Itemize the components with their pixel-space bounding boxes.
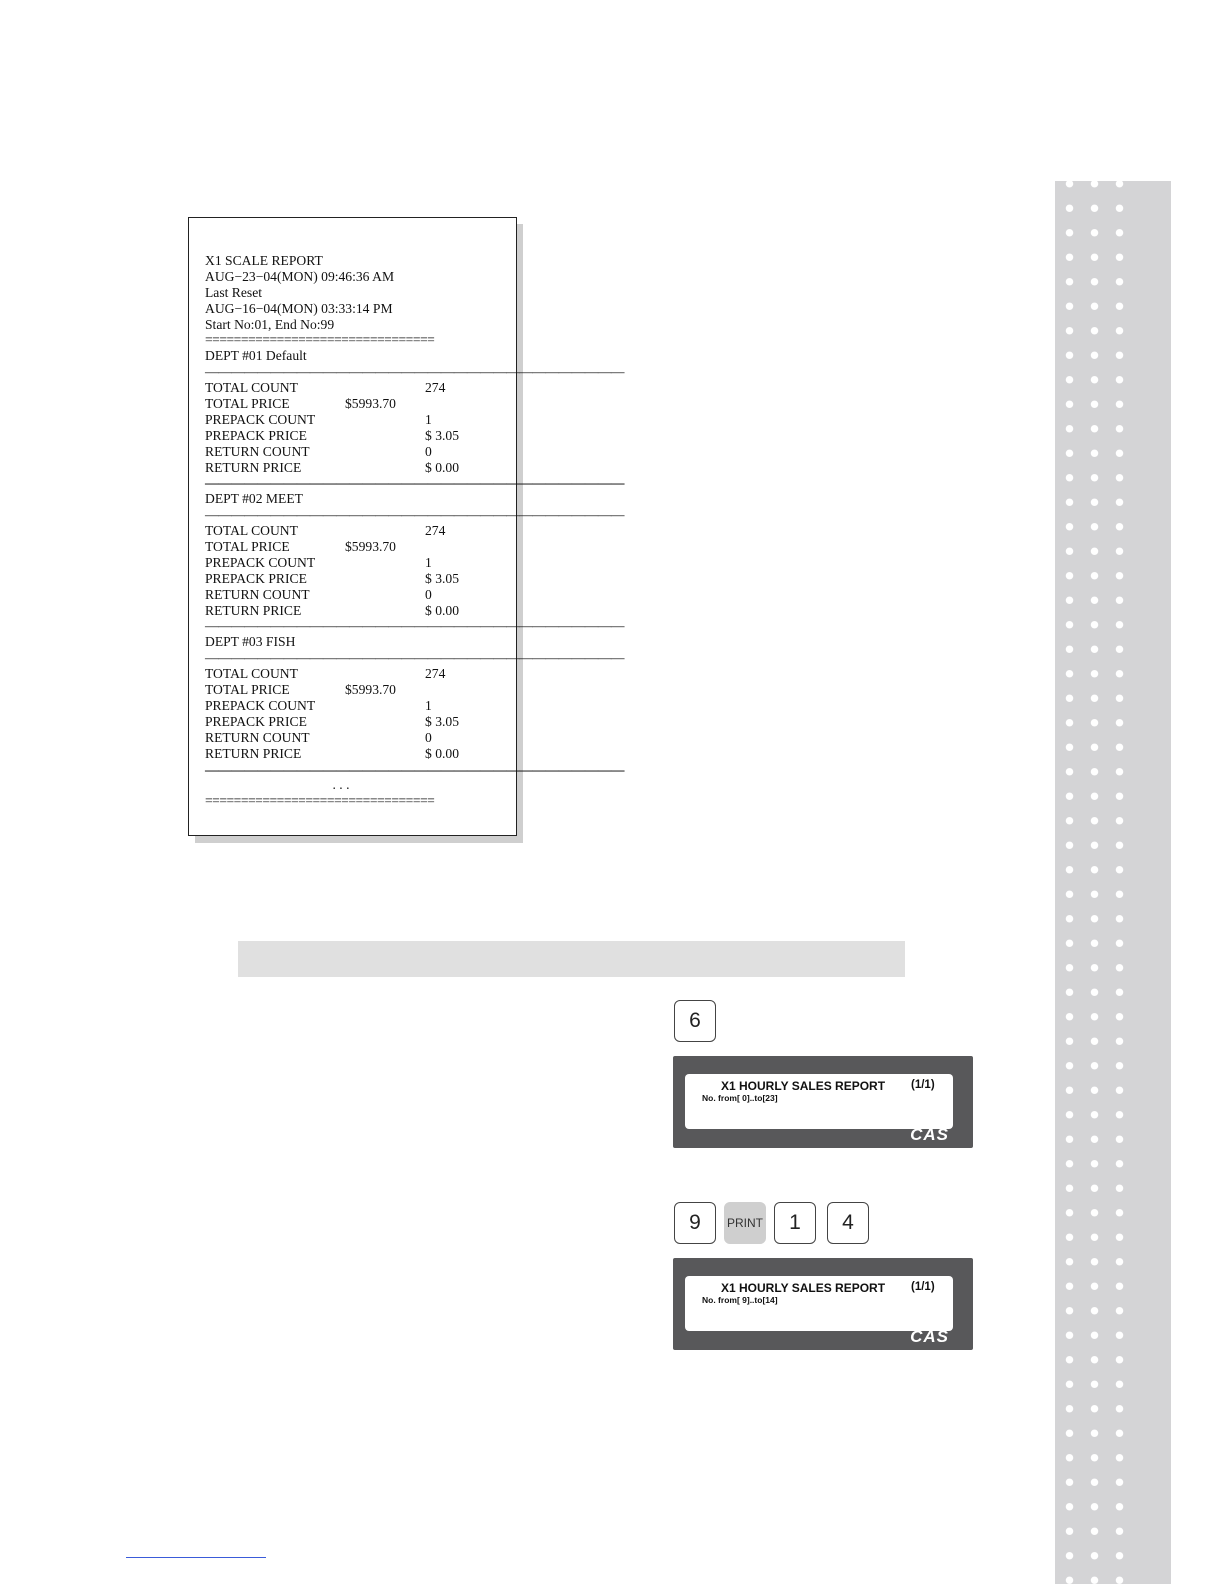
display-range: No. from[ 0]..to[23] <box>702 1093 778 1103</box>
row-value: 1 <box>425 697 432 713</box>
row-value: 1 <box>425 554 432 570</box>
scale-display-2 <box>673 1258 973 1350</box>
display-screen <box>685 1074 953 1129</box>
receipt-header-line: Start No:01, End No:99 <box>205 316 335 332</box>
receipt-double-rule: ================================ <box>205 332 435 348</box>
row-label: TOTAL COUNT <box>205 380 298 396</box>
row-value: 274 <box>425 666 446 682</box>
display-page: (1/1) <box>911 1079 935 1091</box>
row-value: 0 <box>425 729 432 745</box>
row-value: $ 0.00 <box>425 459 459 475</box>
display-page: (1/1) <box>911 1281 935 1293</box>
row-value: 274 <box>425 380 446 396</box>
row-value: $ 3.05 <box>425 713 459 729</box>
receipt-row <box>205 730 505 746</box>
key-6[interactable]: 6 <box>674 1000 716 1042</box>
row-label: TOTAL COUNT <box>205 666 298 682</box>
row-mid-value: $5993.70 <box>345 396 396 412</box>
row-value: 0 <box>425 586 432 602</box>
side-dot-strip <box>1055 181 1171 1584</box>
row-value: $ 0.00 <box>425 602 459 618</box>
receipt-row <box>205 714 505 730</box>
row-label: RETURN COUNT <box>205 443 310 459</box>
scale-report-receipt <box>188 217 624 836</box>
receipt-row <box>205 444 505 460</box>
receipt-row <box>205 523 505 539</box>
row-value: 274 <box>425 523 446 539</box>
receipt-rule: ———————————————————————————————— <box>205 364 624 380</box>
receipt-text <box>205 253 624 809</box>
row-value: $ 3.05 <box>425 427 459 443</box>
receipt-rule: ———————————————————————————————— <box>205 507 624 523</box>
scale-display-1 <box>673 1056 973 1148</box>
row-label: PREPACK PRICE <box>205 713 307 729</box>
receipt-row <box>205 571 505 587</box>
row-label: RETURN PRICE <box>205 745 302 761</box>
receipt-ellipsis: . . . <box>332 777 350 793</box>
row-value: $ 3.05 <box>425 570 459 586</box>
row-label: TOTAL PRICE <box>205 682 290 698</box>
dept-name: DEPT #03 FISH <box>205 634 296 650</box>
row-label: PREPACK COUNT <box>205 697 316 713</box>
footer-link-underline <box>126 1557 266 1558</box>
receipt-row <box>205 682 505 698</box>
receipt-rule: ———————————————————————————————— <box>205 618 624 634</box>
receipt-header-line: AUG−23−04(MON) 09:46:36 AM <box>205 268 395 284</box>
dept-name: DEPT #02 MEET <box>205 491 303 507</box>
display-screen <box>685 1276 953 1331</box>
display-range: No. from[ 9]..to[14] <box>702 1295 778 1305</box>
row-label: RETURN PRICE <box>205 459 302 475</box>
row-label: RETURN COUNT <box>205 586 310 602</box>
receipt-row <box>205 698 505 714</box>
receipt-header-line: X1 SCALE REPORT <box>205 253 323 268</box>
key-4[interactable]: 4 <box>827 1202 869 1244</box>
receipt-row <box>205 603 505 619</box>
receipt-rule: ———————————————————————————————— <box>205 761 624 777</box>
display-title: X1 HOURLY SALES REPORT <box>721 1281 886 1295</box>
receipt-header-line: Last Reset <box>205 284 263 300</box>
receipt-row <box>205 396 505 412</box>
row-label: RETURN PRICE <box>205 602 302 618</box>
receipt-row <box>205 555 505 571</box>
key-9[interactable]: 9 <box>674 1202 716 1244</box>
row-value: 1 <box>425 411 432 427</box>
row-label: TOTAL COUNT <box>205 523 298 539</box>
dept-name: DEPT #01 Default <box>205 348 307 364</box>
row-label: TOTAL PRICE <box>205 539 290 555</box>
row-label: PREPACK COUNT <box>205 411 316 427</box>
receipt-row <box>205 460 505 476</box>
row-value: 0 <box>425 443 432 459</box>
receipt-rule: ———————————————————————————————— <box>205 650 624 666</box>
cas-logo: CAS <box>910 1125 949 1144</box>
receipt-row <box>205 746 505 762</box>
key-1[interactable]: 1 <box>774 1202 816 1244</box>
receipt-row <box>205 539 505 555</box>
receipt-double-rule: ================================ <box>205 793 435 809</box>
receipt-row <box>205 666 505 682</box>
print-key[interactable]: PRINT <box>724 1202 766 1244</box>
row-value: $ 0.00 <box>425 745 459 761</box>
receipt-row <box>205 412 505 428</box>
row-label: PREPACK COUNT <box>205 554 316 570</box>
display-title: X1 HOURLY SALES REPORT <box>721 1079 886 1093</box>
receipt-rule: ———————————————————————————————— <box>205 475 624 491</box>
row-label: PREPACK PRICE <box>205 427 307 443</box>
row-mid-value: $5993.70 <box>345 682 396 698</box>
receipt-header-line: AUG−16−04(MON) 03:33:14 PM <box>205 300 393 316</box>
receipt-row <box>205 380 505 396</box>
receipt-row <box>205 587 505 603</box>
cas-logo: CAS <box>910 1327 949 1346</box>
row-label: PREPACK PRICE <box>205 570 307 586</box>
receipt-row <box>205 428 505 444</box>
section-heading-bar <box>238 941 905 977</box>
row-label: RETURN COUNT <box>205 729 310 745</box>
row-mid-value: $5993.70 <box>345 539 396 555</box>
row-label: TOTAL PRICE <box>205 396 290 412</box>
